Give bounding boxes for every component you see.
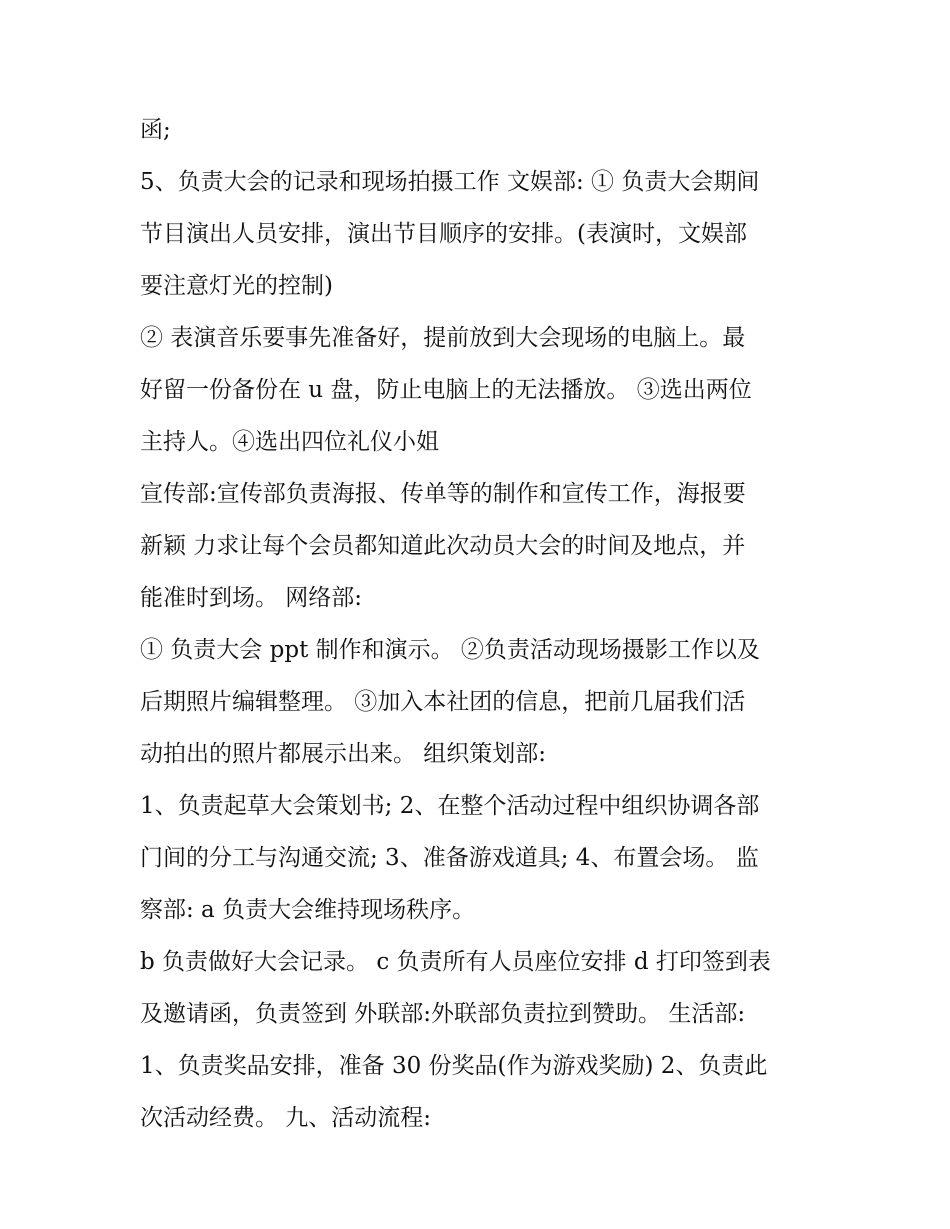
text-line-4: 要注意灯光的控制)	[140, 273, 333, 299]
document-body	[140, 104, 820, 1144]
text-line-5: ② 表演音乐要事先准备好，提前放到大会现场的电脑上。最	[140, 325, 746, 351]
text-line-1: 函;	[140, 117, 171, 143]
text-line-18: 及邀请函，负责签到 外联部:外联部负责拉到赞助。 生活部:	[140, 1001, 746, 1027]
text-line-3: 节目演出人员安排，演出节目顺序的安排。(表演时，文娱部	[140, 221, 747, 247]
text-line-20: 次活动经费。 九、活动流程:	[140, 1105, 432, 1131]
text-line-16: 察部: a 负责大会维持现场秩序。	[140, 897, 476, 923]
text-line-2: 5、负责大会的记录和现场拍摄工作 文娱部: ① 负责大会期间	[140, 169, 760, 195]
text-line-14: 1、负责起草大会策划书; 2、在整个活动过程中组织协调各部	[140, 793, 760, 819]
text-line-15: 门间的分工与沟通交流; 3、准备游戏道具; 4、布置会场。 监	[140, 845, 759, 871]
text-line-17: b 负责做好大会记录。 c 负责所有人员座位安排 d 打印签到表	[140, 949, 771, 975]
text-line-7: 主持人。④选出四位礼仪小姐	[140, 429, 439, 455]
text-line-8: 宣传部:宣传部负责海报、传单等的制作和宣传工作，海报要	[140, 481, 746, 507]
text-line-6: 好留一份备份在 u 盘，防止电脑上的无法播放。 ③选出两位	[140, 377, 752, 403]
text-line-9: 新颖 力求让每个会员都知道此次动员大会的时间及地点，并	[140, 533, 746, 559]
text-line-13: 动拍出的照片都展示出来。 组织策划部:	[140, 741, 547, 767]
text-line-19: 1、负责奖品安排，准备 30 份奖品(作为游戏奖励) 2、负责此	[140, 1053, 768, 1079]
text-line-12: 后期照片编辑整理。 ③加入本社团的信息，把前几届我们活	[140, 689, 746, 715]
text-line-10: 能准时到场。 网络部:	[140, 585, 363, 611]
text-line-11: ① 负责大会 ppt 制作和演示。 ②负责活动现场摄影工作以及	[140, 637, 760, 663]
